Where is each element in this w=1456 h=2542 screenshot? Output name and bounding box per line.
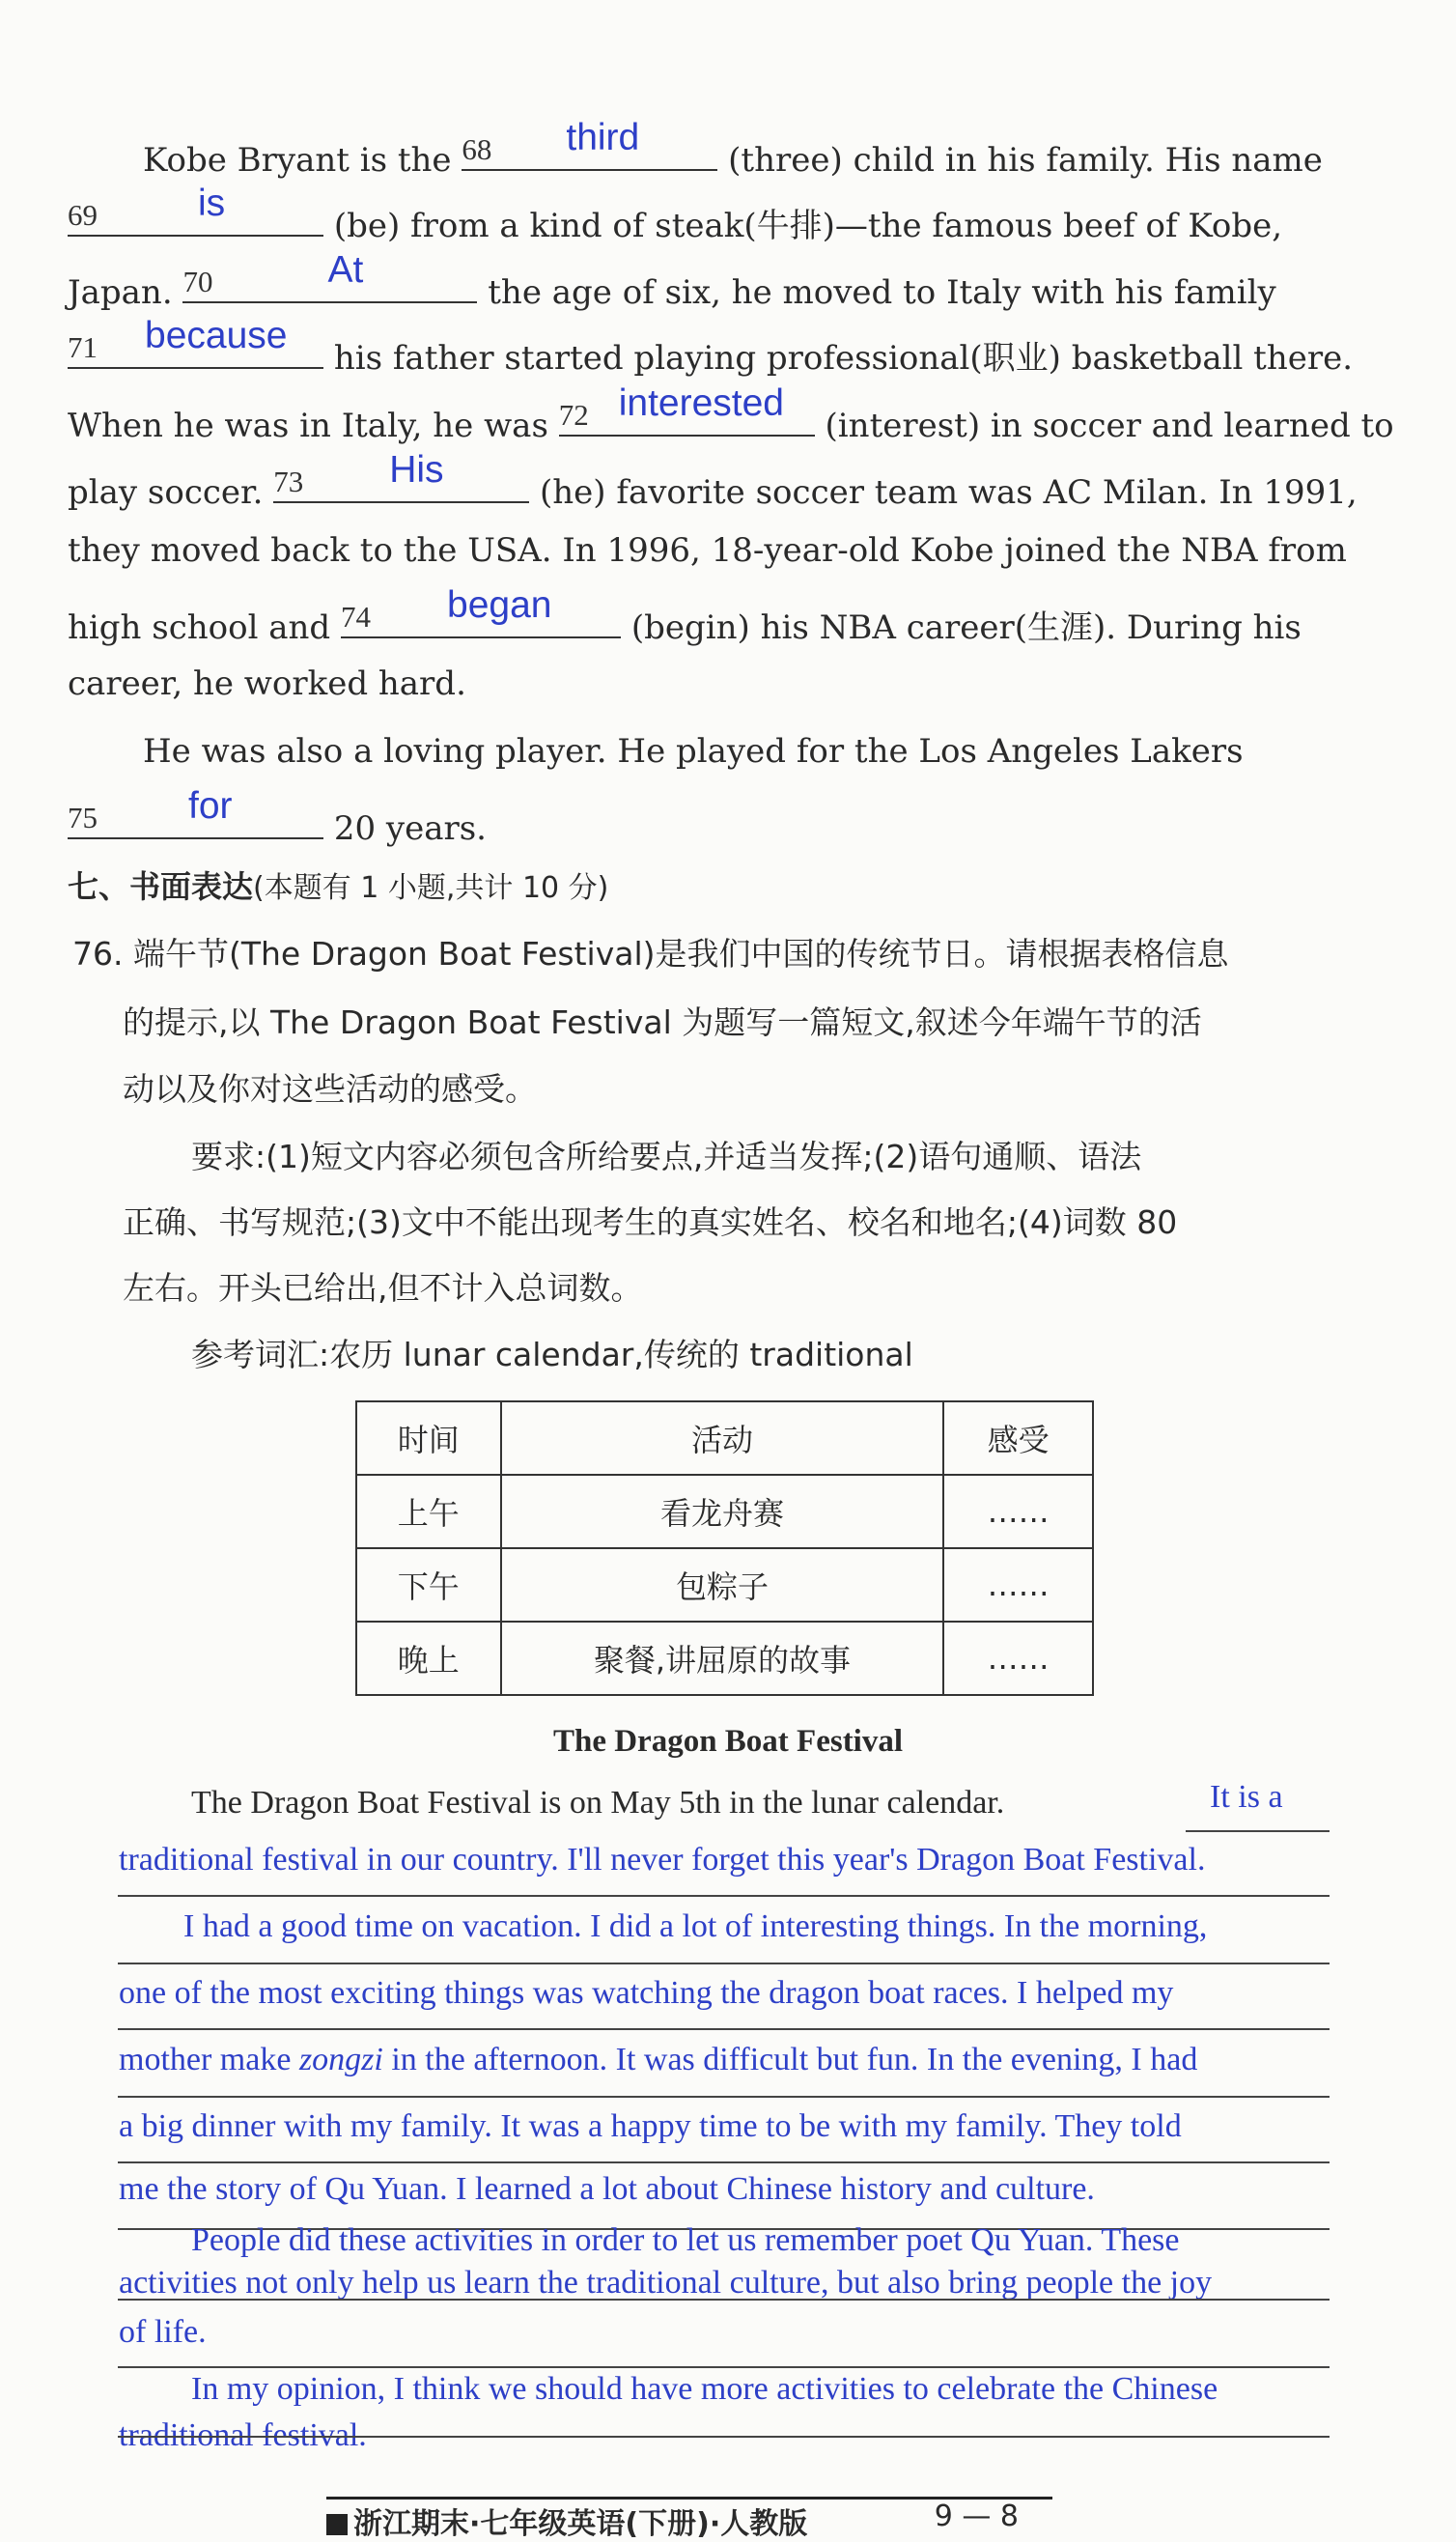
passage-line-9: career, he worked hard. (68, 664, 466, 703)
answer-73: His (389, 449, 444, 491)
essay-handwriting: a big dinner with my family. It was a happy time to be with my family. They told (119, 2108, 1182, 2144)
passage-line-4: 71 because his father started playing professional(职业) basketball there. (68, 315, 1354, 378)
blank-71[interactable]: 71 because (68, 328, 323, 369)
question-line-3: 动以及你对这些活动的感受。 (123, 1070, 537, 1108)
table-cell: 上午 (356, 1475, 501, 1548)
essay-handwriting: It is a (1210, 1779, 1283, 1815)
essay-handwriting: I had a good time on vacation. I did a lot of interesting things. In the morning, (183, 1908, 1208, 1944)
essay-rule (118, 2297, 1330, 2301)
blank-75[interactable]: 75 for (68, 799, 323, 839)
table-row (356, 1622, 1093, 1695)
blank-69[interactable]: 69 is (68, 196, 323, 237)
answer-75: for (188, 785, 233, 827)
table-cell: 聚餐,讲屈原的故事 (501, 1622, 944, 1695)
requirement-line-3: 左右。开头已给出,但不计入总词数。 (123, 1269, 643, 1307)
essay-handwriting: one of the most exciting things was watching the dragon boat races. I helped my (119, 1975, 1174, 2011)
passage-line-6: play soccer. 73 His (he) favorite soccer team was AC Milan. In 1991, (68, 449, 1358, 512)
essay-rule (118, 1893, 1330, 1897)
answer-70: At (327, 249, 364, 291)
passage-line-3: Japan. 70 At the age of six, he moved to Italy with his family (68, 249, 1276, 312)
essay-rule (118, 2094, 1330, 2098)
table-row (356, 1548, 1093, 1622)
question-line-1: 76. 端午节(The Dragon Boat Festival)是我们中国的传统节日。请根据表格信息 (72, 935, 1229, 973)
requirement-line-2: 正确、书写规范;(3)文中不能出现考生的真实姓名、校名和地名;(4)词数 80 (123, 1203, 1178, 1241)
page-number: 9 — 8 (934, 2500, 1019, 2533)
answer-68: third (566, 117, 640, 158)
essay-rule (118, 1961, 1330, 1964)
passage-line-7: they moved back to the USA. In 1996, 18-year-old Kobe joined the NBA from (68, 531, 1347, 570)
essay-handwriting: mother make zongzi in the afternoon. It was difficult but fun. In the evening, I had (119, 2042, 1198, 2077)
answer-72: interested (618, 382, 784, 424)
essay-rule (118, 2026, 1330, 2030)
table-header: 时间 (356, 1401, 501, 1475)
blank-70[interactable]: 70 At (182, 263, 477, 303)
activity-table (355, 1400, 1094, 1696)
section-heading: 七、书面表达(本题有 1 小题,共计 10 分) (68, 868, 609, 905)
page-footer: 浙江期末·七年级英语(下册)·人教版 9 — 8 (326, 2497, 1052, 2532)
requirement-line-1: 要求:(1)短文内容必须包含所给要点,并适当发挥;(2)语句通顺、语法 (191, 1138, 1142, 1175)
essay-rule (1186, 1828, 1330, 1832)
answer-69: is (198, 183, 226, 224)
reference-vocab: 参考词汇:农历 lunar calendar,传统的 traditional (191, 1336, 913, 1373)
table-row (356, 1475, 1093, 1548)
essay-handwriting: traditional festival. (119, 2417, 367, 2453)
table-header: 感受 (943, 1401, 1093, 1475)
footer-square-icon (326, 2514, 348, 2535)
essay-rule (118, 2434, 1330, 2438)
passage-line-1: Kobe Bryant is the 68 third (three) child in his family. His name (143, 117, 1323, 180)
table-cell: 包粽子 (501, 1548, 944, 1622)
table-cell: …… (943, 1622, 1093, 1695)
essay-handwriting: People did these activities in order to let us remember poet Qu Yuan. These (191, 2222, 1180, 2258)
table-header-row (356, 1401, 1093, 1475)
essay-handwriting: activities not only help us learn the traditional culture, but also bring people the joy (119, 2265, 1213, 2301)
table-cell: 晚上 (356, 1622, 501, 1695)
table-cell: …… (943, 1475, 1093, 1548)
answer-74: began (447, 584, 552, 626)
blank-74[interactable]: 74 began (341, 598, 621, 638)
essay-handwriting: In my opinion, I think we should have more activities to celebrate the Chinese (191, 2371, 1218, 2407)
essay-rule (118, 2160, 1330, 2163)
passage-line-5: When he was in Italy, he was 72 interested (interest) in soccer and learned to (68, 382, 1394, 445)
table-cell: 看龙舟赛 (501, 1475, 944, 1548)
table-cell: 下午 (356, 1548, 501, 1622)
essay-handwriting: me the story of Qu Yuan. I learned a lot about Chinese history and culture. (119, 2171, 1095, 2207)
blank-72[interactable]: 72 interested (559, 396, 815, 437)
essay-handwriting: traditional festival in our country. I'll never forget this year's Dragon Boat Festival. (119, 1842, 1206, 1878)
essay-handwriting: of life. (119, 2314, 207, 2350)
question-line-2: 的提示,以 The Dragon Boat Festival 为题写一篇短文,叙述今年端午节的活 (123, 1003, 1202, 1041)
passage-line-8: high school and 74 began (begin) his NBA career(生涯). During his (68, 584, 1302, 647)
passage-line-2: 69 is (be) from a kind of steak(牛排)—the famous beef of Kobe, (68, 183, 1283, 245)
table-header: 活动 (501, 1401, 944, 1475)
answer-71: because (145, 315, 288, 356)
essay-title: The Dragon Boat Festival (552, 1724, 904, 1759)
passage-line-10: He was also a loving player. He played for the Los Angeles Lakers (143, 732, 1244, 771)
table-cell: …… (943, 1548, 1093, 1622)
blank-68[interactable]: 68 third (462, 130, 717, 171)
blank-73[interactable]: 73 His (273, 463, 529, 503)
essay-rule (118, 2364, 1330, 2368)
passage-line-11: 75 for 20 years. (68, 785, 487, 848)
essay-given-line: The Dragon Boat Festival is on May 5th in the lunar calendar. (191, 1785, 1005, 1821)
